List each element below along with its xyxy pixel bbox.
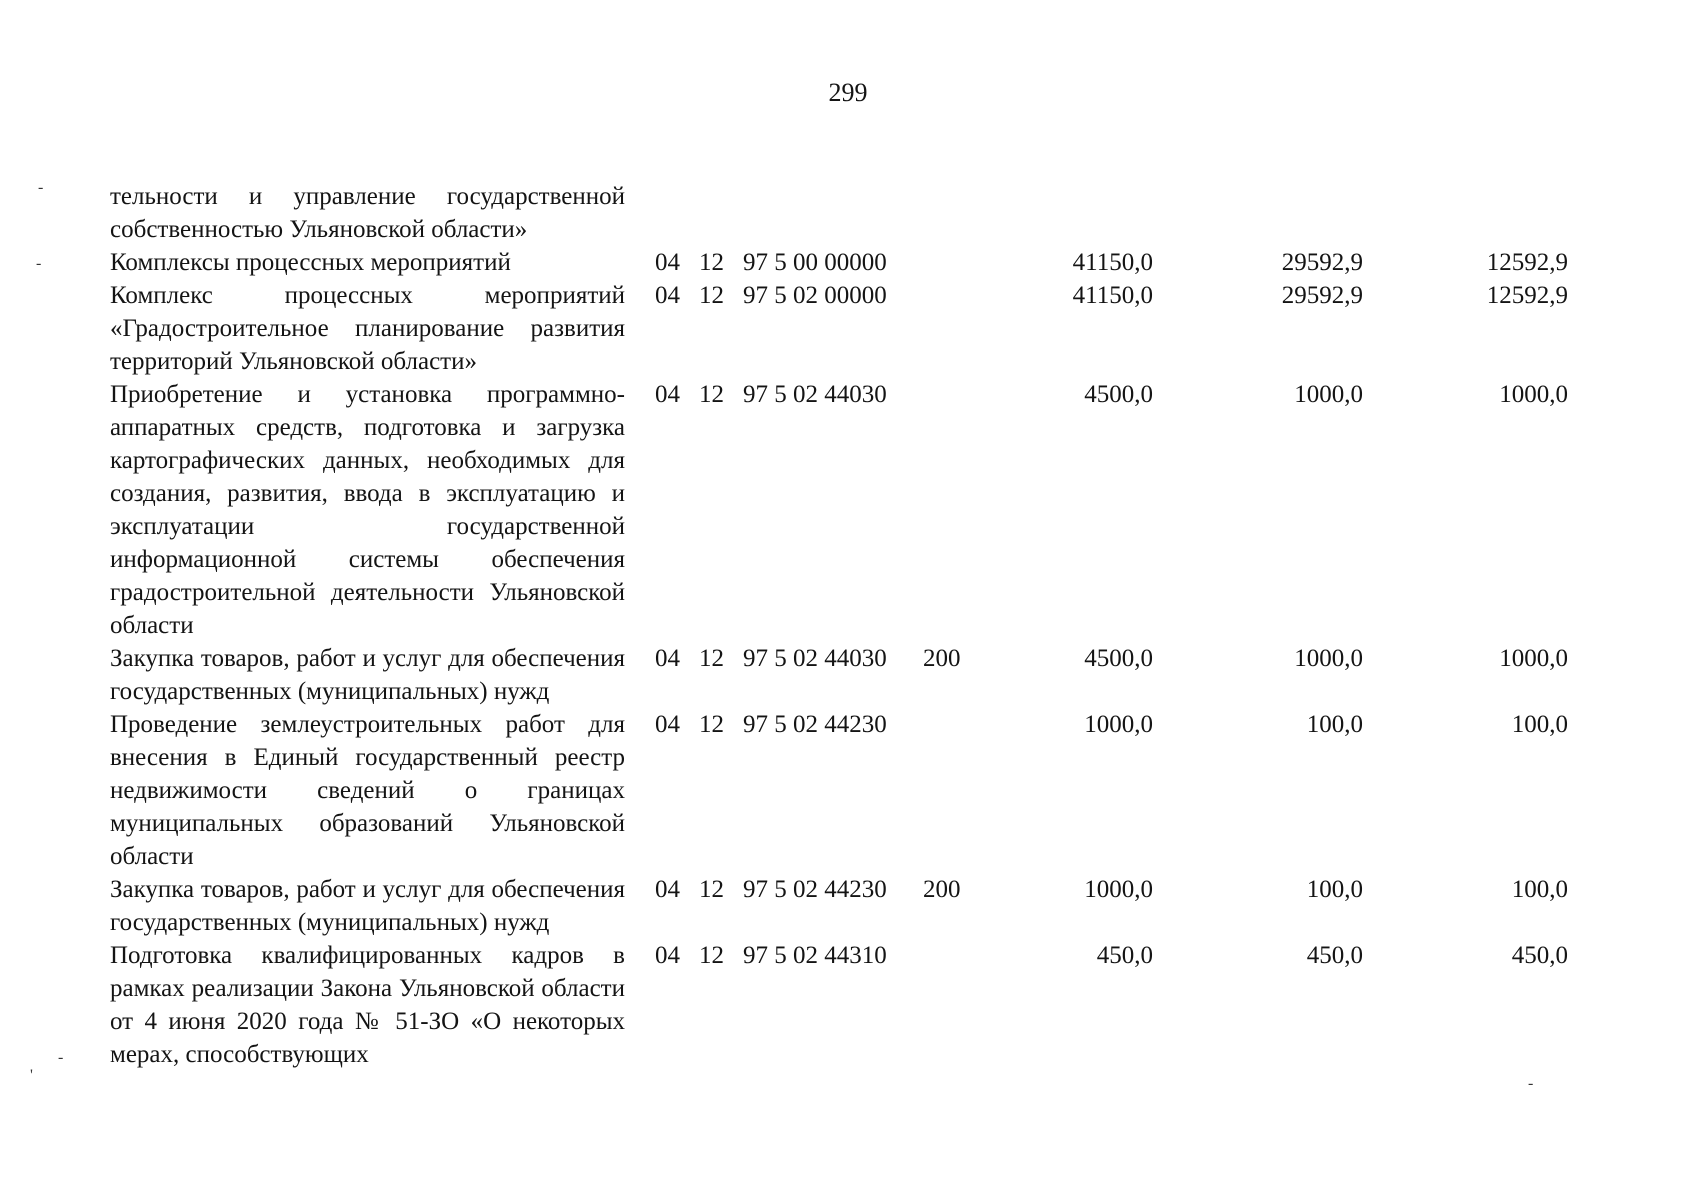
table-row xyxy=(110,246,1570,279)
row-amount-3: 12592,9 xyxy=(1486,249,1568,276)
row-name: тельности и управление государственной собственностью Ульяновской области» xyxy=(110,183,625,243)
row-section-code: 04 xyxy=(655,942,680,969)
budget-table xyxy=(110,180,1570,1071)
page-number: 299 xyxy=(828,78,868,107)
row-subsection-code: 12 xyxy=(699,876,724,903)
row-subsection-code: 12 xyxy=(699,282,724,309)
row-section-code: 04 xyxy=(655,249,680,276)
row-amount-1: 41150,0 xyxy=(1072,249,1153,276)
scan-speck: - xyxy=(58,1049,64,1066)
scan-speck: ' xyxy=(30,1067,33,1084)
scan-speck: - xyxy=(38,179,44,196)
row-amount-2: 29592,9 xyxy=(1281,249,1363,276)
row-section-code: 04 xyxy=(655,381,680,408)
row-amount-2: 1000,0 xyxy=(1294,645,1363,672)
row-amount-1: 41150,0 xyxy=(1072,282,1153,309)
row-amount-1: 450,0 xyxy=(1096,942,1153,969)
row-amount-1: 1000,0 xyxy=(1084,876,1153,903)
row-target-article-code: 97 5 02 44230 xyxy=(743,711,887,738)
row-amount-3: 100,0 xyxy=(1511,711,1568,738)
table-row xyxy=(110,708,1570,873)
row-target-article-code: 97 5 02 44310 xyxy=(743,942,887,969)
table-row xyxy=(110,180,1570,246)
row-amount-2: 100,0 xyxy=(1306,876,1363,903)
row-subsection-code: 12 xyxy=(699,249,724,276)
row-name: Комплекс процессных мероприятий «Градостроительное планирование развития территорий Ульяновской области» xyxy=(110,282,625,375)
row-amount-2: 450,0 xyxy=(1306,942,1363,969)
row-amount-2: 29592,9 xyxy=(1281,282,1363,309)
row-name: Подготовка квалифицированных кадров в рамках реализации Закона Ульяновской области от 4 июня 2020 года № 51-ЗО «О некоторых мерах, способствующих xyxy=(110,942,625,1068)
scan-speck: - xyxy=(36,255,42,272)
row-amount-3: 450,0 xyxy=(1511,942,1568,969)
row-name: Закупка товаров, работ и услуг для обеспечения государственных (муниципальных) нужд xyxy=(110,645,625,705)
row-expense-type-code: 200 xyxy=(923,876,961,903)
table-row xyxy=(110,642,1570,708)
row-section-code: 04 xyxy=(655,711,680,738)
table-row xyxy=(110,279,1570,378)
row-subsection-code: 12 xyxy=(699,645,724,672)
row-amount-1: 4500,0 xyxy=(1084,381,1153,408)
row-section-code: 04 xyxy=(655,282,680,309)
row-subsection-code: 12 xyxy=(699,942,724,969)
row-amount-3: 100,0 xyxy=(1511,876,1568,903)
scan-speck: - xyxy=(1528,1075,1534,1092)
row-amount-1: 4500,0 xyxy=(1084,645,1153,672)
row-section-code: 04 xyxy=(655,645,680,672)
row-amount-3: 12592,9 xyxy=(1486,282,1568,309)
row-subsection-code: 12 xyxy=(699,711,724,738)
row-name: Закупка товаров, работ и услуг для обеспечения государственных (муниципальных) нужд xyxy=(110,876,625,936)
row-amount-3: 1000,0 xyxy=(1499,381,1568,408)
table-row xyxy=(110,939,1570,1071)
row-name: Проведение землеустроительных работ для внесения в Единый государственный реестр недвижимости сведений о границах муниципальных образований Ульяновской области xyxy=(110,711,625,870)
row-amount-1: 1000,0 xyxy=(1084,711,1153,738)
row-amount-2: 1000,0 xyxy=(1294,381,1363,408)
row-target-article-code: 97 5 02 44230 xyxy=(743,876,887,903)
table-row xyxy=(110,873,1570,939)
row-target-article-code: 97 5 02 00000 xyxy=(743,282,887,309)
table-row xyxy=(110,378,1570,642)
row-subsection-code: 12 xyxy=(699,381,724,408)
row-amount-2: 100,0 xyxy=(1306,711,1363,738)
row-target-article-code: 97 5 00 00000 xyxy=(743,249,887,276)
row-section-code: 04 xyxy=(655,876,680,903)
row-expense-type-code: 200 xyxy=(923,645,961,672)
row-target-article-code: 97 5 02 44030 xyxy=(743,645,887,672)
row-target-article-code: 97 5 02 44030 xyxy=(743,381,887,408)
row-name: Комплексы процессных мероприятий xyxy=(110,249,511,276)
row-name: Приобретение и установка программно-аппаратных средств, подготовка и загрузка картографических данных, необходимых для создания, развития, ввода в эксплуатацию и эксплуатации государственной информационной системы обеспечения градостроительной деятельности Ульяновской области xyxy=(110,381,625,639)
row-amount-3: 1000,0 xyxy=(1499,645,1568,672)
